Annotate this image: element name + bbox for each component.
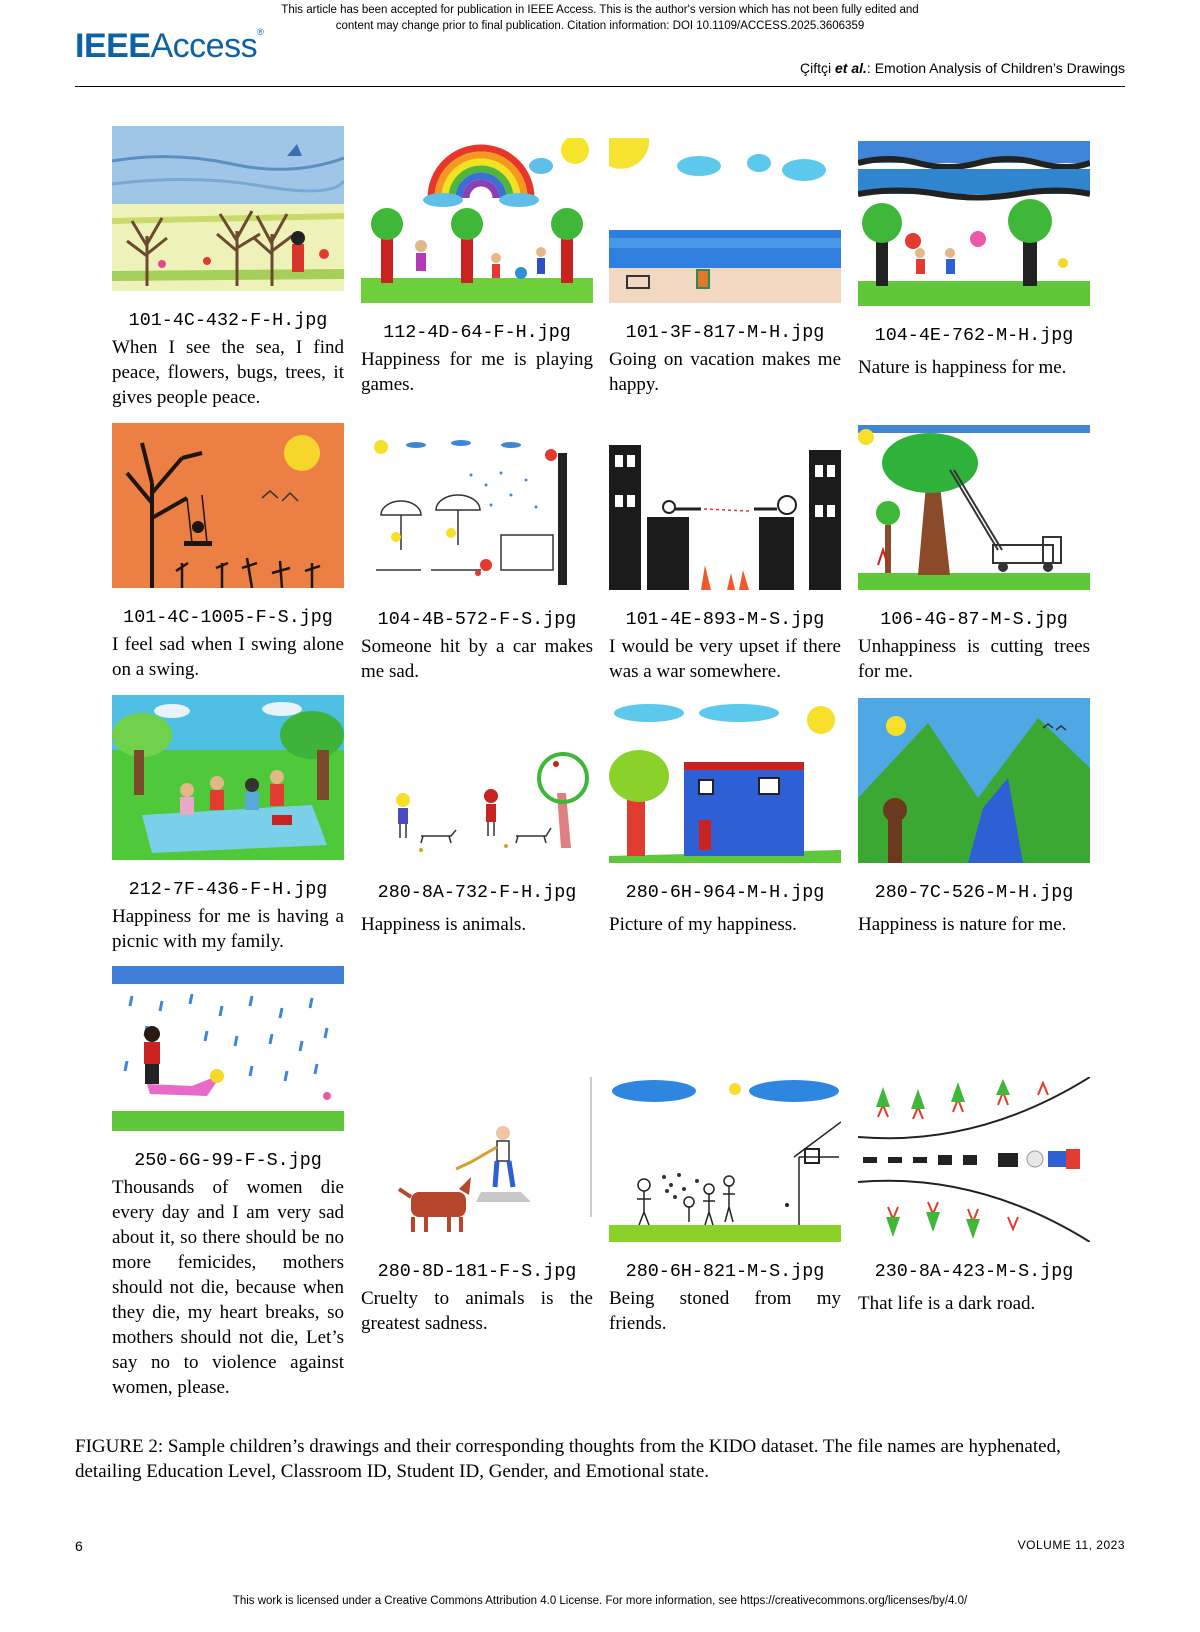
figure-item <box>361 1077 593 1336</box>
figure-item <box>112 126 344 410</box>
drawing-rain-violence <box>112 966 344 1131</box>
child-thought: Being stoned from my friends. <box>609 1288 841 1334</box>
drawing-cutting-trees <box>858 425 1090 590</box>
file-name: 112-4D-64-F-H.jpg <box>383 322 571 343</box>
running-etal: et al. <box>835 60 867 76</box>
child-thought: Unhappiness is cutting trees for me. <box>858 636 1090 682</box>
file-name: 280-6H-821-M-S.jpg <box>625 1261 825 1282</box>
drawing-rainbow-playground <box>361 138 593 303</box>
drawing-image <box>112 423 344 588</box>
figure-item <box>609 425 841 684</box>
file-name: 104-4B-572-F-S.jpg <box>377 609 577 630</box>
figure-item <box>858 698 1090 937</box>
drawing-car-accident <box>361 425 593 590</box>
drawing-family-picnic <box>112 695 344 860</box>
drawing-image <box>112 695 344 860</box>
drawing-image <box>609 1077 841 1242</box>
license-notice: This work is licensed under a Creative Commons Attribution 4.0 License. For more information, see https://creativecommons.org/licenses/by/4.0/ <box>232 1595 968 1607</box>
file-name: 280-6H-964-M-H.jpg <box>625 882 825 903</box>
drawing-swing-alone <box>112 423 344 588</box>
drawing-beach-vacation <box>609 138 841 303</box>
file-name: 280-7C-526-M-H.jpg <box>874 882 1074 903</box>
figure-caption: FIGURE 2: Sample children’s drawings and their corresponding thoughts from the KIDO dataset. The file names are hyphenated, detailing Education Level, Classroom ID, Student ID, Gender, and Emotional state. <box>75 1436 1061 1482</box>
drawing-image <box>609 698 841 863</box>
file-name: 101-3F-817-M-H.jpg <box>625 322 825 343</box>
notice-line-2: content may change prior to final publication. Citation information: DOI 10.1109/ACCESS.2025.3606359 <box>335 20 865 32</box>
figure-item <box>609 698 841 937</box>
header-rule <box>75 86 1125 87</box>
drawing-war <box>609 425 841 590</box>
child-thought: I would be very upset if there was a war somewhere. <box>609 636 841 682</box>
logo-trademark: ® <box>257 27 264 37</box>
file-name: 212-7F-436-F-H.jpg <box>128 879 328 900</box>
running-title: : Emotion Analysis of Children’s Drawings <box>866 60 1125 76</box>
child-thought: That life is a dark road. <box>858 1293 1036 1314</box>
figure-item <box>858 141 1090 380</box>
drawing-stoned-by-friends <box>609 1077 841 1242</box>
file-name: 106-4G-87-M-S.jpg <box>880 609 1068 630</box>
drawing-image <box>858 1077 1090 1242</box>
drawing-image <box>609 138 841 303</box>
child-thought: Picture of my happiness. <box>609 914 797 935</box>
file-name: 101-4C-1005-F-S.jpg <box>123 607 333 628</box>
file-name: 280-8D-181-F-S.jpg <box>377 1261 577 1282</box>
drawing-mountains-river <box>858 698 1090 863</box>
child-thought: Someone hit by a car makes me sad. <box>361 636 593 682</box>
file-name: 101-4C-432-F-H.jpg <box>128 310 328 331</box>
drawing-animals <box>361 698 593 863</box>
figure-item <box>858 425 1090 684</box>
drawing-image <box>858 141 1090 306</box>
file-name: 104-4E-762-M-H.jpg <box>874 325 1074 346</box>
drawing-image <box>858 425 1090 590</box>
file-name: 250-6G-99-F-S.jpg <box>134 1150 322 1171</box>
drawing-dark-road <box>858 1077 1090 1242</box>
figure-item <box>609 1077 841 1336</box>
drawing-animal-cruelty <box>361 1077 593 1242</box>
running-author: Çiftçi <box>800 60 832 76</box>
drawing-nature-family <box>858 141 1090 306</box>
child-thought: Going on vacation makes me happy. <box>609 349 841 395</box>
child-thought: Happiness for me is playing games. <box>361 349 593 395</box>
child-thought: Cruelty to animals is the greatest sadness. <box>361 1288 593 1334</box>
drawing-image <box>112 126 344 291</box>
volume-label: VOLUME 11, 2023 <box>1017 1538 1125 1552</box>
drawing-image <box>361 1077 593 1242</box>
file-name: 230-8A-423-M-S.jpg <box>874 1261 1074 1282</box>
drawing-image <box>361 698 593 863</box>
figure-item <box>361 698 593 937</box>
child-thought: I feel sad when I swing alone on a swing. <box>112 634 344 680</box>
figure-item <box>112 966 344 1400</box>
notice-line-1: This article has been accepted for publication in IEEE Access. This is the author's version which has not been fully edited and <box>281 4 919 16</box>
figure-item <box>609 138 841 397</box>
figure-item <box>361 138 593 397</box>
child-thought: Thousands of women die every day and I am very sad about it, so there should be no more femicides, mothers should not die, because when they die, my heart breaks, so mothers should not die, Let’s say no to violence against women, please. <box>112 1177 344 1398</box>
figure-item <box>858 1077 1090 1316</box>
drawing-house-tree <box>609 698 841 863</box>
drawing-image <box>858 698 1090 863</box>
child-thought: Happiness is nature for me. <box>858 914 1067 935</box>
drawing-image <box>112 966 344 1131</box>
drawing-image <box>609 425 841 590</box>
child-thought: Happiness for me is having a picnic with my family. <box>112 906 344 952</box>
drawing-image <box>361 138 593 303</box>
drawing-image <box>361 425 593 590</box>
logo-access: Access <box>150 27 258 65</box>
figure-item <box>361 425 593 684</box>
ieee-access-logo <box>75 27 263 66</box>
file-name: 280-8A-732-F-H.jpg <box>377 882 577 903</box>
drawing-sea-trees <box>112 126 344 291</box>
child-thought: Nature is happiness for me. <box>858 357 1067 378</box>
child-thought: When I see the sea, I find peace, flowers, bugs, trees, it gives people peace. <box>112 337 344 408</box>
figure-item <box>112 423 344 682</box>
running-head <box>800 60 1125 76</box>
figure-item <box>112 695 344 954</box>
logo-ieee: IEEE <box>75 27 151 65</box>
child-thought: Happiness is animals. <box>361 914 527 935</box>
file-name: 101-4E-893-M-S.jpg <box>625 609 825 630</box>
page-number: 6 <box>75 1538 83 1554</box>
